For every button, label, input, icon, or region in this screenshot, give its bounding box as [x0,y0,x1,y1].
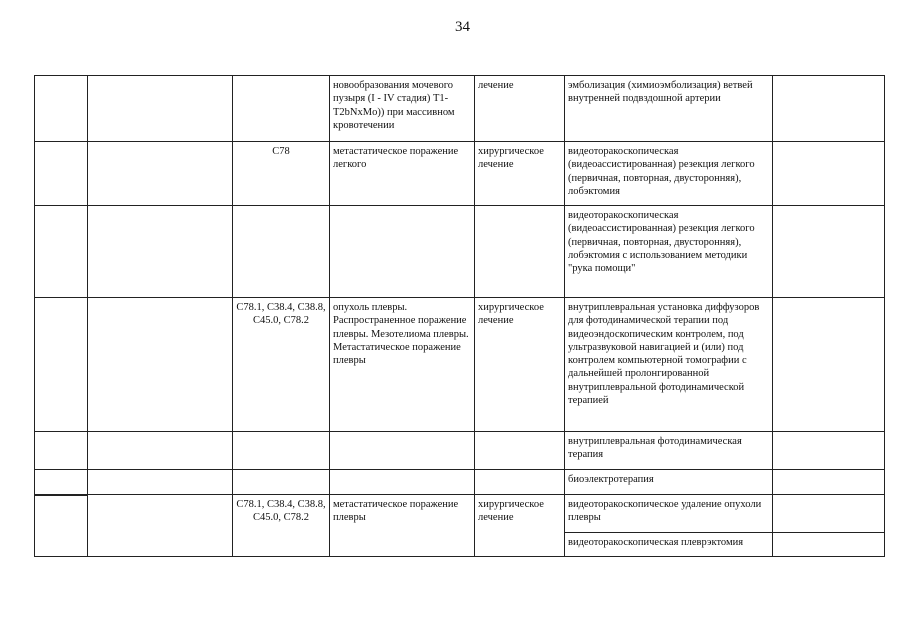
table-cell-index [35,142,88,206]
table-cell-profile [88,142,233,206]
table-cell-code [233,470,330,495]
table-cell-profile [88,432,233,470]
table-cell-method: внутриплевральная фотодинамическая терапия [565,432,773,470]
table-cell-treatment: хирургическое лечение [475,298,565,432]
table-cell-extra [773,432,885,470]
table-cell-code: C78 [233,142,330,206]
table-cell-treatment [475,206,565,298]
table-cell-index-bottom [35,496,87,518]
table-cell-treatment: хирургическое лечение [475,495,565,557]
table-cell-index [35,206,88,298]
table-cell-extra [773,206,885,298]
table-cell-profile [88,470,233,495]
table-row [35,470,885,495]
table-cell-diagnosis [330,470,475,495]
table-row [35,495,885,533]
table-cell-index [35,298,88,432]
table-cell-profile [88,298,233,432]
table-cell-index [35,470,88,495]
table-cell-treatment: лечение [475,76,565,142]
table-cell-method: эмболизация (химиоэмболизация) ветвей внутренней подвздошной артерии [565,76,773,142]
treatment-methods-table [34,75,885,557]
table-cell-code: C78.1, C38.4, C38.8, C45.0, C78.2 [233,298,330,432]
table-cell-diagnosis: опухоль плевры. Распространенное поражение плевры. Мезотелиома плевры. Метастатическое поражение плевры [330,298,475,432]
table-cell-index [35,76,88,142]
table-cell-extra [773,142,885,206]
table-cell-treatment [475,432,565,470]
table-cell-extra [773,298,885,432]
table-row [35,432,885,470]
table-cell-extra [773,76,885,142]
table-cell-method: видеоторакоскопическая (видеоассистированная) резекция легкого (первичная, повторная, двусторонняя), лобэктомия с использованием методики "рука помощи" [565,206,773,298]
table-cell-diagnosis [330,206,475,298]
table-cell-profile [88,495,233,557]
table-cell-profile [88,206,233,298]
table-cell-code: C78.1, C38.4, C38.8, C45.0, C78.2 [233,495,330,557]
table-cell-profile [88,76,233,142]
table-cell-method: видеоторакоскопическая (видеоассистированная) резекция легкого (первичная, повторная, двусторонняя), лобэктомия [565,142,773,206]
table-cell-method: видеоторакоскопическая плеврэктомия [565,533,773,557]
table-cell-diagnosis: метастатическое поражение легкого [330,142,475,206]
table-cell-index [35,495,88,557]
page-number: 34 [455,19,470,35]
table-cell-code [233,432,330,470]
table-cell-extra [773,495,885,533]
table-cell-treatment [475,470,565,495]
table-cell-method: биоэлектротерапия [565,470,773,495]
table-cell-method: видеоторакоскопическое удаление опухоли плевры [565,495,773,533]
table-cell-code [233,76,330,142]
table-cell-extra [773,470,885,495]
table-row [35,76,885,142]
table-cell-code [233,206,330,298]
table-row [35,206,885,298]
table-cell-index-split [35,495,87,518]
table-cell-diagnosis: новообразования мочевого пузыря (I - IV стадия) T1-T2bNxMo)) при массивном кровотечении [330,76,475,142]
table-row [35,298,885,432]
table-row [35,142,885,206]
table-cell-diagnosis: метастатическое поражение плевры [330,495,475,557]
table-cell-index [35,432,88,470]
table-cell-diagnosis [330,432,475,470]
table-cell-method: внутриплевральная установка диффузоров для фотодинамической терапии под видеоэндоскопическим контролем, под ультразвуковой навигацией и (или) под контролем компьютерной томографии с дальнейшей пролонгированной внутриплевральной фотодинамической терапией [565,298,773,432]
table-cell-treatment: хирургическое лечение [475,142,565,206]
table-cell-extra [773,533,885,557]
